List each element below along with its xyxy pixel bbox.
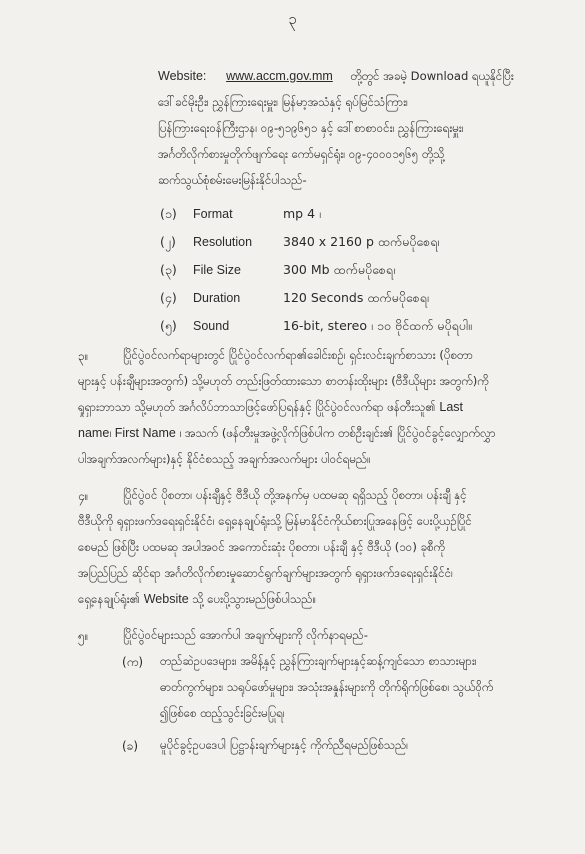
para4-line-1: ပြိုင်ပွဲဝင် ပိုစတာ၊ ပန်းချီနှင့် ဗီဒီယို တို့အနက်မှ ပထမဆု ရရှိသည့် ပိုစတာ၊ ပန်းချီ နှင့် bbox=[123, 488, 467, 502]
paragraph-number: ၄။ bbox=[78, 489, 89, 503]
spec-value: 3840 x 2160 p ထက်မပိုစေရ၊ bbox=[283, 234, 440, 249]
para4-line-4: အပြည်ပြည် ဆိုင်ရာ အင်္ဂတိလိုက်စားမှုဆောင်ရွက်ချက်များအတွက် ရုရှားဖက်ဒရေးရှင်းနိုင်ငံ၊ bbox=[78, 566, 453, 580]
sub-a-line-2: ဓာတ်ကွက်များ၊ သရုပ်ဖော်မှုများ၊ အသုံးအနှုန်းများကို တိုက်ရိုက်ဖြစ်စေ၊ သွယ်ဝိုက် bbox=[160, 680, 494, 694]
sub-b-line-1: မူပိုင်ခွင့်ဥပဒေပါ ပြဋ္ဌာန်းချက်များနှင့် ကိုက်ညီရမည်ဖြစ်သည်၊ bbox=[160, 738, 409, 752]
para3-line-4: name၊ First Name ၊ အသက် (ဖန်တီးမှုအဖွဲ့လိုက်ဖြစ်ပါက တစ်ဦးချင်း၏ ပြိုင်ပွဲဝင်ခွင့်လျှောက်လွှာ bbox=[78, 426, 496, 440]
para3-line-1: ပြိုင်ပွဲဝင်လက်ရာများတွင် ပြိုင်ပွဲဝင်လက်ရာ၏ခေါင်းစဉ်၊ ရှင်းလင်းချက်စာသား (ပိုစတာ bbox=[123, 348, 474, 362]
intro-line-4: အင်္ဂတိလိုက်စားမှုတိုက်ဖျက်ရေး ကော်မရှင်ရုံး၊ ၀၉-၄၀၀၀၁၅၆၅ တို့သို့ bbox=[158, 147, 445, 161]
sub-item-index: (ခ) bbox=[122, 739, 139, 753]
sub-a-line-3: ၍ဖြစ်စေ ထည့်သွင်းခြင်းမပြုရ၊ bbox=[160, 706, 285, 720]
paragraph-number: ၅။ bbox=[78, 629, 89, 643]
website-url[interactable]: www.accm.gov.mm bbox=[226, 69, 333, 83]
para3-line-5: ပါအချက်အလက်များ)နှင့် နိုင်ငံစသည့် အချက်အလက်များ ပါဝင်ရမည်။ bbox=[78, 452, 371, 466]
paragraph-number: ၃။ bbox=[78, 349, 89, 363]
para4-line-3: စေမည် ဖြစ်ပြီး ပထမဆု အပါအဝင် အကောင်းဆုံး ပိုစတာ၊ ပန်းချီ နှင့် ဗီဒီယို (၁၀) ခုစီကို bbox=[78, 540, 445, 554]
intro-line-5: ဆက်သွယ်စုံစမ်းမေးမြန်းနိုင်ပါသည်- bbox=[158, 173, 307, 187]
spec-value: 16-bit, stereo ၊ ၁၀ ဗိုင်ထက် မပိုရပါ။ bbox=[283, 318, 472, 333]
spec-value: 300 Mb ထက်မပိုစေရ၊ bbox=[283, 262, 396, 277]
spec-index: (၃) bbox=[160, 262, 177, 277]
spec-key: Format bbox=[193, 207, 233, 221]
spec-index: (၅) bbox=[160, 318, 177, 333]
sub-a-line-1: တည်ဆဲဥပဒေများ၊ အမိန့်နှင့် ညွှန်ကြားချက်များနှင့်ဆန့်ကျင်သော စာသားများ၊ bbox=[160, 654, 477, 668]
para5-line-1: ပြိုင်ပွဲဝင်များသည် အောက်ပါ အချက်များကို လိုက်နာရမည်- bbox=[123, 628, 368, 642]
spec-index: (၁) bbox=[160, 206, 177, 221]
intro-line-3: ပြန်ကြားရေးဝန်ကြီးဌာန၊ ၀၉-၅၁၉၆၅၁ နှင့် ဒေါ်စာစာဝင်း၊ ညွှန်ကြားရေးမှူး၊ bbox=[158, 121, 464, 135]
spec-key: Duration bbox=[193, 291, 241, 305]
spec-key: Resolution bbox=[193, 235, 253, 249]
sub-item-index: (က) bbox=[122, 655, 144, 669]
para3-line-2: များနှင့် ပန်းချီများအတွက်) သို့မဟုတ် တည်းဖြတ်ထားသော စာတန်းထိုးများ (ဗီဒီယိုများ အတွက်)ကို bbox=[78, 374, 489, 388]
para4-line-5: ရှေ့နေချုပ်ရုံး၏ Website သို့ ပေးပို့သွားမည်ဖြစ်ပါသည်။ bbox=[78, 592, 317, 606]
spec-key: File Size bbox=[193, 263, 241, 277]
spec-value: 120 Seconds ထက်မပိုစေရ၊ bbox=[283, 290, 429, 305]
para4-line-2: ဗီဒီယိုကို ရုရှားဖက်ဒရေးရှင်းနိုင်ငံ၊ ရှေ့နေချုပ်ရုံးသို့ မြန်မာနိုင်ငံကိုယ်စားပြုအနေဖြင့် ပေးပို့ယှဉ်ပြိုင် bbox=[78, 514, 472, 528]
spec-index: (၂) bbox=[160, 234, 176, 249]
para3-line-3: ရှုရှားဘာသာ သို့မဟုတ် အင်္ဂလိပ်ဘာသာဖြင့်ဖော်ပြရန်နှင့် ပြိုင်ပွဲဝင်လက်ရာ ဖန်တီးသူ၏ Last bbox=[78, 400, 464, 414]
page-number: ၃ bbox=[288, 10, 297, 28]
spec-index: (၄) bbox=[160, 290, 177, 305]
intro-line-2: ဒေါ်ခင်မိုးဦး၊ ညွှန်ကြားရေးမှူး၊ မြန်မာ့အသံနှင့် ရုပ်မြင်သံကြား၊ bbox=[158, 95, 408, 109]
intro-line-1: Website: www.accm.gov.mm တို့တွင် အခမဲ့ Download ရယူနိုင်ပြီး bbox=[158, 69, 514, 83]
spec-value: mp 4 ၊ bbox=[283, 206, 321, 221]
website-label: Website: bbox=[158, 69, 207, 83]
spec-key: Sound bbox=[193, 319, 230, 333]
